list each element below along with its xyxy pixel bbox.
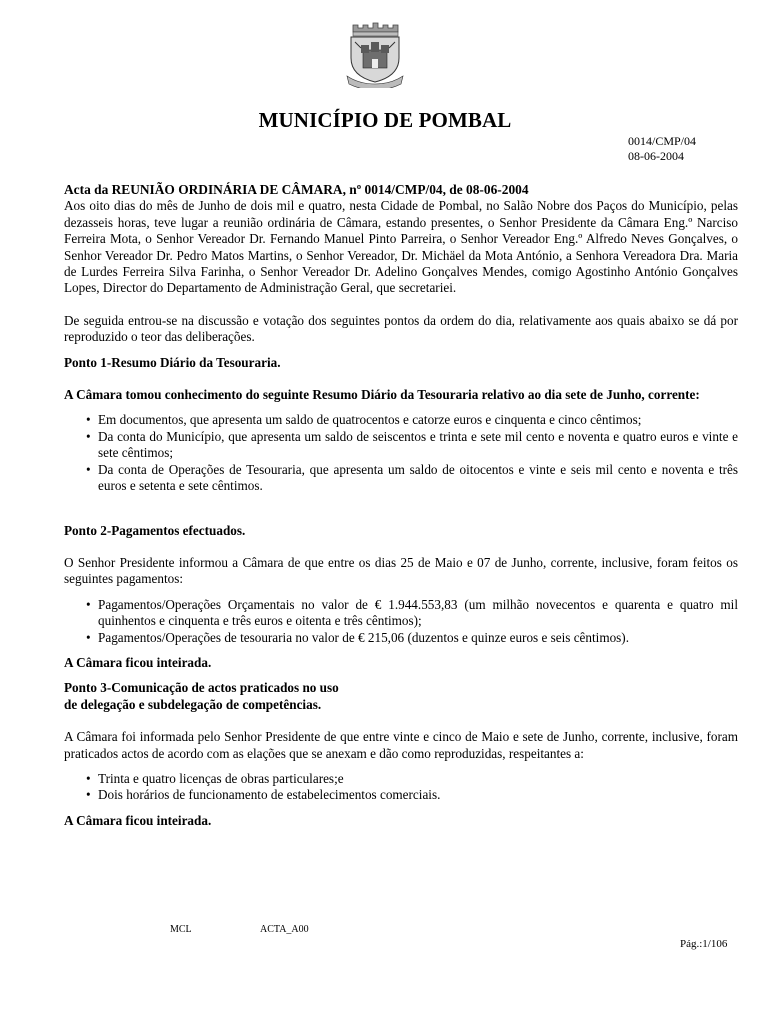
agenda-intro: De seguida entrou-se na discussão e votação dos seguintes pontos da ordem do dia, relativamente aos quais abaixo se dá por reproduzido o teor das deliberações.	[64, 312, 738, 345]
ponto3-list	[64, 771, 738, 804]
ponto1-title: Ponto 1-Resumo Diário da Tesouraria.	[64, 354, 281, 370]
list-item: • Da conta de Operações de Tesouraria, que apresenta um saldo de oitocentos e vinte e seis mil cento e noventa e três euros e setenta e sete cêntimos.	[98, 462, 738, 495]
crest-icon	[339, 18, 411, 88]
ponto2-conclusion: A Câmara ficou inteirada.	[64, 654, 212, 670]
ponto1-statement: A Câmara tomou conhecimento do seguinte Resumo Diário da Tesouraria relativo ao dia sete de Junho, corrente:	[64, 387, 700, 403]
ponto1-list	[64, 412, 738, 494]
list-item: • Pagamentos/Operações de tesouraria no valor de € 215,06 (duzentos e quinze euros e seis cêntimos).	[98, 630, 738, 646]
list-item: • Da conta do Município, que apresenta um saldo de seiscentos e trinta e sete mil cento e noventa e quatro euros e vinte e sete cêntimos;	[98, 429, 738, 462]
reference-number: 0014/CMP/04	[628, 134, 697, 148]
list-item: • Trinta e quatro licenças de obras particulares;e	[98, 771, 738, 787]
ponto2-statement: O Senhor Presidente informou a Câmara de que entre os dias 25 de Maio e 07 de Junho, corrente, inclusive, foram feitos os seguintes pagamentos:	[64, 554, 738, 587]
list-item: • Dois horários de funcionamento de estabelecimentos comerciais.	[98, 787, 738, 803]
reference-date: 08-06-2004	[628, 149, 684, 163]
ponto3-title-line2: de delegação e subdelegação de competências.	[64, 696, 322, 712]
footer-initials: MCL	[170, 924, 192, 935]
document-reference	[628, 134, 696, 164]
minutes-intro: Aos oito dias do mês de Junho de dois mil e quatro, nesta Cidade de Pombal, no Salão Nobre dos Paços do Município, pelas dezasseis horas, teve lugar a reunião ordinária de Câmara, estando presentes, o Senhor Presidente da Câmara Eng.º Narciso Ferreira Mota, o Senhor Vereador Dr. Fernando Manuel Pinto Parreira, o Senhor Vereador Eng.º Alfredo Neves Gonçalves, o Senhor Vereador Dr. Pedro Matos Martins, o Senhor Vereador, Dr. Michäel da Mota António, a Senhora Vereadora Dra. Maria de Lurdes Ferreira Silva Farinha, o Senhor Vereador Dr. Adelino Gonçalves Mendes, comigo Agostinho António Gonçalves Lopes, Director do Departamento de Administração Geral, que secretariei.	[64, 198, 738, 296]
page-number: Pág.:1/106	[680, 938, 728, 950]
ponto2-title: Ponto 2-Pagamentos efectuados.	[64, 522, 246, 538]
ponto2-list	[64, 597, 738, 646]
ponto3-conclusion: A Câmara ficou inteirada.	[64, 812, 212, 828]
municipal-crest	[339, 18, 411, 88]
list-item: • Em documentos, que apresenta um saldo de quatrocentos e catorze euros e cinquenta e cinco cêntimos;	[98, 412, 738, 428]
minutes-body	[64, 182, 738, 829]
page-title: MUNICÍPIO DE POMBAL	[258, 108, 512, 132]
minutes-heading: Acta da REUNIÃO ORDINÁRIA DE CÂMARA, nº 0014/CMP/04, de 08-06-2004	[64, 182, 529, 197]
ponto3-title-line1: Ponto 3-Comunicação de actos praticados no uso	[64, 680, 339, 696]
ponto3-statement: A Câmara foi informada pelo Senhor Presidente de que entre vinte e cinco de Maio e sete de Junho, corrente, inclusive, foram praticados actos de acordo com as elações que se anexam e dão como reproduzidas, respeitantes a:	[64, 729, 738, 761]
footer-code: ACTA_A00	[260, 924, 309, 935]
list-item: • Pagamentos/Operações Orçamentais no valor de € 1.944.553,83 (um milhão novecentos e quarenta e quatro mil quinhentos e cinquenta e três euros e oitenta e três cêntimos);	[98, 597, 738, 630]
